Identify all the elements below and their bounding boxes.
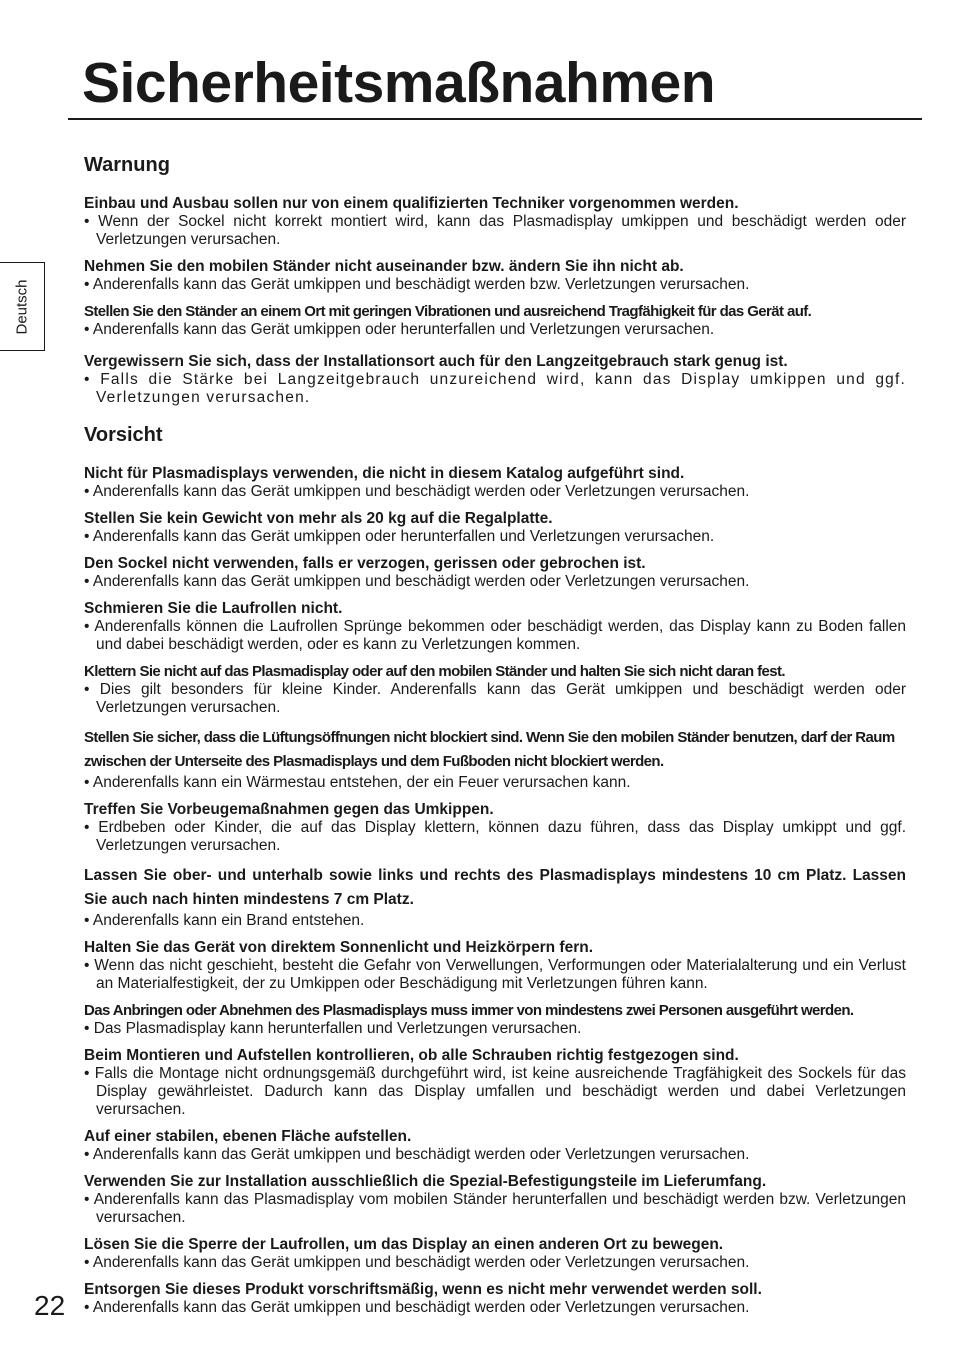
- language-tab: [0, 262, 45, 351]
- caution-item: [84, 939, 906, 993]
- caution-item: [84, 864, 906, 930]
- section-heading-warnung: Warnung: [84, 154, 170, 176]
- warning-item-heading: Nehmen Sie den mobilen Ständer nicht auseinander bzw. ändern Sie ihn nicht ab.: [84, 258, 684, 275]
- caution-item: [84, 1281, 906, 1317]
- warning-item-bullet: • Falls die Stärke bei Langzeitgebrauch unzureichend wird, kann das Display umkippen und ggf. Verletzungen verursachen.: [84, 371, 906, 406]
- caution-item-heading: Den Sockel nicht verwenden, falls er verzogen, gerissen oder gebrochen ist.: [84, 555, 646, 572]
- caution-item-heading: Das Anbringen oder Abnehmen des Plasmadisplays muss immer von mindestens zwei Personen ausgeführt werden.: [84, 1002, 854, 1019]
- caution-item-heading: Lassen Sie ober- und unterhalb sowie links und rechts des Plasmadisplays mindestens 10 cm Platz. Lassen Sie auch nach hinten mindestens 7 cm Platz.: [84, 867, 906, 908]
- caution-item: [84, 663, 906, 717]
- caution-item-bullet: • Dies gilt besonders für kleine Kinder. Anderenfalls kann das Gerät umkippen und beschädigt werden oder Verletzungen verursachen.: [84, 681, 906, 716]
- caution-item: [84, 726, 906, 792]
- caution-item-bullet: • Anderenfalls kann das Gerät umkippen und beschädigt werden oder Verletzungen verursachen.: [84, 1146, 750, 1163]
- caution-item: [84, 1236, 906, 1272]
- caution-item-heading: Entsorgen Sie dieses Produkt vorschriftsmäßig, wenn es nicht mehr verwendet werden soll.: [84, 1281, 762, 1298]
- caution-item-heading: Beim Montieren und Aufstellen kontrollieren, ob alle Schrauben richtig festgezogen sind.: [84, 1047, 739, 1064]
- caution-item: [84, 1173, 906, 1227]
- warning-item: [84, 353, 906, 407]
- caution-item-bullet: • Anderenfalls kann ein Wärmestau entstehen, der ein Feuer verursachen kann.: [84, 774, 631, 791]
- caution-item-heading: Schmieren Sie die Laufrollen nicht.: [84, 600, 343, 617]
- caution-item-bullet: • Erdbeben oder Kinder, die auf das Display klettern, können dazu führen, dass das Display umkippt und ggf. Verletzungen verursachen.: [84, 819, 906, 854]
- caution-item-heading: Halten Sie das Gerät von direktem Sonnenlicht und Heizkörpern fern.: [84, 939, 594, 956]
- caution-item-heading: Nicht für Plasmadisplays verwenden, die nicht in diesem Katalog aufgeführt sind.: [84, 465, 685, 482]
- warning-item: [84, 195, 906, 249]
- warning-item: [84, 258, 906, 294]
- warning-item-bullet: • Wenn der Sockel nicht korrekt montiert wird, kann das Plasmadisplay umkippen und beschädigt werden oder Verletzungen verursachen.: [84, 213, 906, 248]
- caution-item-bullet: • Anderenfalls kann ein Brand entstehen.: [84, 912, 365, 929]
- caution-item-bullet: • Anderenfalls kann das Plasmadisplay vom mobilen Ständer herunterfallen und beschädigt werden bzw. Verletzungen verursachen.: [84, 1191, 906, 1226]
- section-heading-vorsicht: Vorsicht: [84, 424, 163, 446]
- page-title: Sicherheitsmaßnahmen: [82, 51, 716, 115]
- page-number: 22: [34, 1290, 66, 1321]
- section-vorsicht: [84, 423, 906, 1317]
- caution-item-bullet: • Anderenfalls kann das Gerät umkippen und beschädigt werden oder Verletzungen verursachen.: [84, 483, 750, 500]
- warning-item-heading: Vergewissern Sie sich, dass der Installationsort auch für den Langzeitgebrauch stark genug ist.: [84, 353, 788, 370]
- warning-item: [84, 303, 906, 339]
- caution-item: [84, 1002, 906, 1038]
- warning-item-bullet: • Anderenfalls kann das Gerät umkippen oder herunterfallen und Verletzungen verursachen.: [84, 321, 715, 338]
- caution-item: [84, 1047, 906, 1119]
- caution-item-heading: Treffen Sie Vorbeugemaßnahmen gegen das Umkippen.: [84, 801, 494, 818]
- warning-item-bullet: • Anderenfalls kann das Gerät umkippen und beschädigt werden bzw. Verletzungen verursachen.: [84, 276, 750, 293]
- caution-item: [84, 600, 906, 654]
- caution-item: [84, 465, 906, 501]
- document-body: [84, 153, 906, 1326]
- caution-item-bullet: • Falls die Montage nicht ordnungsgemäß durchgeführt wird, ist keine ausreichende Tragfähigkeit des Sockels für das Display gewährleistet. Dadurch kann das Display umfallen und beschädigt werden und dabei Verletzungen verursachen.: [84, 1065, 906, 1118]
- warning-item-heading: Einbau und Ausbau sollen nur von einem qualifizierten Techniker vorgenommen werden.: [84, 195, 739, 212]
- caution-item-heading: Auf einer stabilen, ebenen Fläche aufstellen.: [84, 1128, 412, 1145]
- caution-item: [84, 1128, 906, 1164]
- title-divider: [68, 118, 922, 120]
- caution-item-bullet: • Das Plasmadisplay kann herunterfallen und Verletzungen verursachen.: [84, 1020, 582, 1037]
- language-tab-label: Deutsch: [13, 278, 31, 335]
- caution-item-heading: Stellen Sie sicher, dass die Lüftungsöffnungen nicht blockiert sind. Wenn Sie den mobilen Ständer benutzen, darf der Raum zwischen der Unterseite des Plasmadisplays und dem Fußboden nicht blockiert werden.: [84, 729, 895, 770]
- caution-item-bullet: • Anderenfalls kann das Gerät umkippen oder herunterfallen und Verletzungen verursachen.: [84, 528, 715, 545]
- caution-item-bullet: • Anderenfalls können die Laufrollen Sprünge bekommen oder beschädigt werden, das Display kann zu Boden fallen und dabei beschädigt werden, oder es kann zu Verletzungen kommen.: [84, 618, 906, 653]
- caution-item-heading: Lösen Sie die Sperre der Laufrollen, um das Display an einen anderen Ort zu bewegen.: [84, 1236, 724, 1253]
- caution-item-heading: Stellen Sie kein Gewicht von mehr als 20 kg auf die Regalplatte.: [84, 510, 553, 527]
- caution-item: [84, 510, 906, 546]
- caution-item-bullet: • Wenn das nicht geschieht, besteht die Gefahr von Verwellungen, Verformungen oder Materialalterung und ein Verlust an Materialfestigkeit, der zu Umkippen oder Beschädigung mit Verletzungen führen kann.: [84, 957, 906, 992]
- caution-item: [84, 801, 906, 855]
- section-warnung: [84, 153, 906, 407]
- caution-item-bullet: • Anderenfalls kann das Gerät umkippen und beschädigt werden oder Verletzungen verursachen.: [84, 1254, 750, 1271]
- caution-item: [84, 555, 906, 591]
- warning-item-heading: Stellen Sie den Ständer an einem Ort mit geringen Vibrationen und ausreichend Tragfähigkeit für das Gerät auf.: [84, 303, 812, 320]
- caution-item-bullet: • Anderenfalls kann das Gerät umkippen und beschädigt werden oder Verletzungen verursachen.: [84, 573, 750, 590]
- caution-item-heading: Verwenden Sie zur Installation ausschließlich die Spezial-Befestigungsteile im Lieferumfang.: [84, 1173, 767, 1190]
- caution-item-heading: Klettern Sie nicht auf das Plasmadisplay oder auf den mobilen Ständer und halten Sie sich nicht daran fest.: [84, 663, 785, 680]
- caution-item-bullet: • Anderenfalls kann das Gerät umkippen und beschädigt werden oder Verletzungen verursachen.: [84, 1299, 750, 1316]
